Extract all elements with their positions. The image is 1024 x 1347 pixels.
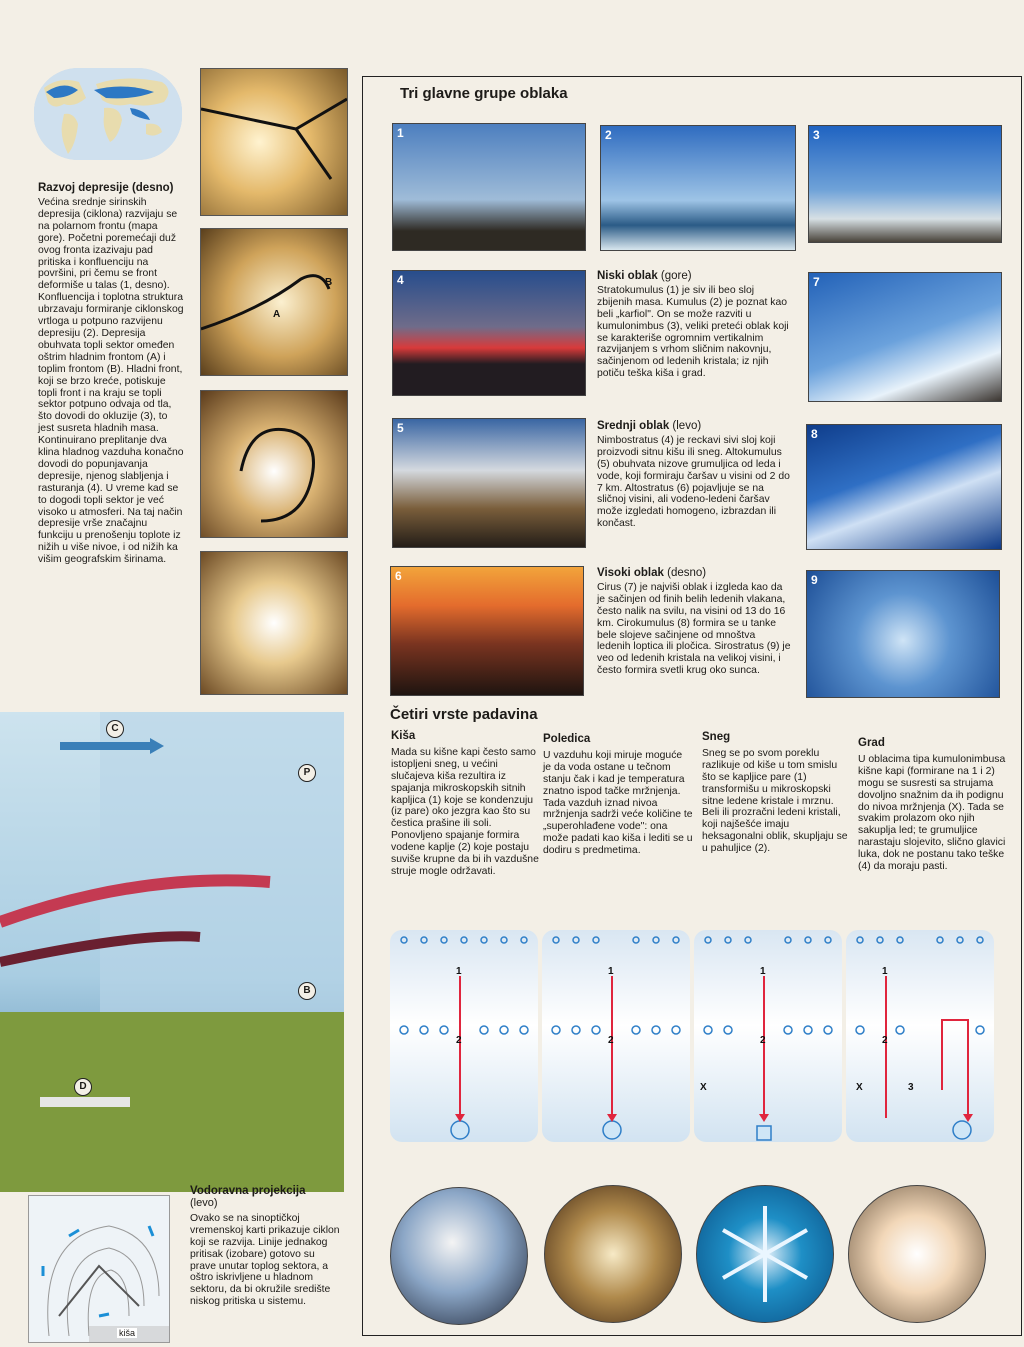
photo-number: 5 [397, 421, 404, 435]
niski-oblak-text [597, 271, 791, 380]
label-b: B [298, 982, 316, 1000]
cloud-photo-7 [808, 272, 1002, 402]
photo-number: 4 [397, 273, 404, 287]
visoki-body: Cirus (7) je najviši oblak i izgleda kao da je sačinjen od finih belih ledenih vlakana, često nalik na svilu, na visini od 13 do 16 km. Cirokumulus (8) formira se u tanke bele slojeve sačinjene od mnoštva ledenih loptica ili pločica. Sirostratus (9) je veo od ledenih kristala na velikoj visini, i često formira svetli krug oko sunca. [597, 581, 791, 677]
cloud-photo-4 [392, 270, 586, 396]
srednji-dir: (levo) [672, 420, 702, 432]
sneg-round-photo [696, 1185, 834, 1323]
snowflake-icon [697, 1186, 833, 1322]
diagram-label-2: 2 [456, 1035, 462, 1046]
cloud-photo-5 [392, 418, 586, 548]
grad-round-photo [848, 1185, 986, 1323]
projekcija-title: Vodoravna projekcija [190, 1185, 306, 1197]
frontal-diagram-graphic [0, 712, 344, 1192]
srednji-body: Nimbostratus (4) je reckavi sivi sloj koji proizvodi sitnu kišu ili sneg. Altokumulus (5) obuhvata nizove grumuljica od leda i vode, koji formiraju čaršav u visini od 2 do 7 km. Altostratus (6) pojavljuje se na sličnoj visini, ali vodeno-ledeni čaršav može izgledati homogeno, izbrazdan ili končast. [597, 434, 790, 530]
grad-title: Grad [858, 737, 885, 749]
cloud-photo-6 [390, 566, 584, 696]
sneg-title: Sneg [702, 731, 731, 743]
diagram-label-x: X [700, 1082, 707, 1093]
grad-text [858, 738, 1008, 873]
poledica-round-photo [544, 1185, 682, 1323]
niski-body: Stratokumulus (1) je siv ili beo sloj zbijenih masa. Kumulus (2) je poznat kao beli „karfiol". On se može razviti u kumulonimbus (3), veliki preteći oblak koji se karakteriše ogromnim vertikalnim razvijanjem s vrhom sličnim nakovnju, sačinjenom od ledenih kristala; iz njih potiču teška kiša i grad. [597, 284, 789, 380]
precipitation-title: Četiri vrste padavina [390, 706, 538, 723]
diagram-label-2: 2 [882, 1035, 888, 1046]
label-p: P [298, 764, 316, 782]
satellite-photo-2 [200, 228, 348, 376]
kisa-body: Mada su kišne kapi često samo istopljeni sneg, u većini slučajeva kiša rezultira iz spajanja mikroskopskih sitnih kapljica (1) koje se kondenzuju (iz pare) oko jezgra kao što su čestica prašine ili soli. Ponovljeno spajanje formira vodene kaplje (2) koje postaju suviše krupne da bi ih vazdušne struje mogle održavati. [391, 746, 539, 877]
projekcija-text-block [190, 1185, 340, 1308]
cloud-photo-3 [808, 125, 1002, 243]
projekcija-subtitle: (levo) [190, 1197, 218, 1209]
droplet-diagram-graphic [542, 930, 690, 1142]
diagram-label-1: 1 [760, 966, 766, 977]
sneg-body: Sneg se po svom poreklu razlikuje od kiše u tom smislu što se kapljice pare (1) transformišu u mikroskopski sitne ledene kristale i mrznu. Beli ili prozračni ledeni kristali, koji najšešće imaju heksagonalni oblik, skupljaju se u pahuljice (2). [702, 747, 848, 855]
poledica-diagram [542, 930, 690, 1142]
frontal-system-3d-diagram [0, 712, 344, 1192]
poledica-title: Poledica [543, 733, 591, 745]
front-line-graphic [201, 229, 347, 375]
visoki-oblak-text [597, 568, 791, 677]
label-d: D [74, 1078, 92, 1096]
diagram-label-1: 1 [882, 966, 888, 977]
satellite-photo-3 [200, 390, 348, 538]
depresija-body: Većina srednje sirinskih depresija (ciklona) razvijaju se na polarnom frontu (mapa gore). Početni poremećaji duž ovog fronta izazivaju pad pritiska i konfluenciju na površini, pri čemu se front deformiše u talas (1, desno). Konfluencija i toplotna struktura ubrzavaju formiranje ciklonskog vrtloga u potpuno razvijenu depresiju (2). Depresija obuhvata topli sektor omeđen oštrim hladnim frontom (A) i toplim frontom (B). Hladni front, koji se brzo kreće, potiskuje topli front i na kraju se topli sektor potpuno odvaja od tla, što dovodi do okluzije (3), to jest susreta hladnih masa. Kontinuirano preplitanje dva klina hladnog vazduha konačno dovodi do popunjavanja depresije, njenog slabljenja i rasturanja (4). U vreme kad se to dogodi topli sektor je već visoko u atmosferi. Na taj način depresije vrše značajnu funkciju u prenošenju toplote iz nižih u više nivoe, i od nižih ka višim geografskim širinama. [38, 197, 184, 566]
kisa-round-photo [390, 1187, 528, 1325]
diagram-label-1: 1 [608, 966, 614, 977]
photo-number: 1 [397, 126, 404, 140]
world-map-graphic [34, 68, 182, 160]
sneg-diagram [694, 930, 842, 1142]
photo-number: 3 [813, 128, 820, 142]
photo-number: 7 [813, 275, 820, 289]
photo-number: 6 [395, 569, 402, 583]
photo-number: 9 [811, 573, 818, 587]
niski-dir: (gore) [660, 270, 692, 282]
photo-number: 8 [811, 427, 818, 441]
visoki-title: Visoki oblak [597, 567, 664, 579]
kisa-title: Kiša [391, 730, 416, 742]
snow-diagram-graphic [694, 930, 842, 1142]
diagram-label-2: 2 [760, 1035, 766, 1046]
projekcija-body: Ovako se na sinoptičkoj vremenskoj karti prikazuje ciklon koji se razvija. Linije jednakog pritisak (izobare) gotovo su prave unutar toplog sektora, a oštro iskrivljene u hladnom sektoru, da bi okružile središte niskog pritiska u sistemu. [190, 1212, 340, 1308]
cloud-photo-2 [600, 125, 796, 251]
srednji-oblak-text [597, 421, 791, 530]
srednji-title: Srednji oblak [597, 420, 670, 432]
front-label-b: B [325, 277, 333, 288]
isobar-graphic [29, 1196, 169, 1342]
label-c: C [106, 720, 124, 738]
droplet-diagram-graphic [390, 930, 538, 1142]
depresija-title: Razvoj depresije (desno) [38, 182, 174, 194]
occlusion-spiral-graphic [201, 391, 347, 537]
poledica-text [543, 734, 693, 857]
world-map-polar-front [34, 68, 182, 160]
grad-body: U oblacima tipa kumulonimbusa kišne kapi (formirane na 1 i 2) mogu se susresti sa strujama dovoljno snažnim da ih podignu do nivoa mržnjenja (X). Tada se svakim prolazom oko njih sakuplja led; te grumuljice narastaju slojevito, slično glavici luka, dok ne postanu tako teške (4) da moraju pasti. [858, 753, 1006, 873]
satellite-photo-1 [200, 68, 348, 216]
diagram-label-3: 3 [908, 1082, 914, 1093]
poledica-body: U vazduhu koji miruje moguće je da voda ostane u tečnom stanju čak i kad je temperatura znatno ispod tačke mržnjenja. Tada vazduh iznad nivoa mržnjenja sadrži veće količine te „superohlađene vode": ona može padati kao kiša i lediti se u dodiru s predmetima. [543, 749, 693, 857]
visoki-dir: (desno) [667, 567, 707, 579]
legend-kisa-label: kiša [119, 1328, 136, 1338]
cloud-photo-9 [806, 570, 1000, 698]
photo-number: 2 [605, 128, 612, 142]
sneg-text [702, 732, 852, 855]
front-line-graphic [201, 69, 347, 215]
grad-diagram [846, 930, 994, 1142]
synoptic-projection-map [28, 1195, 170, 1343]
depresija-text-block [38, 182, 184, 566]
kisa-diagram [390, 930, 538, 1142]
cloud-photo-8 [806, 424, 1002, 550]
cloud-photo-1 [392, 123, 586, 251]
kisa-text [391, 731, 541, 878]
diagram-label-x: X [856, 1082, 863, 1093]
niski-title: Niski oblak [597, 270, 658, 282]
front-label-a: A [273, 309, 281, 320]
satellite-photo-4 [200, 551, 348, 695]
hail-diagram-graphic [846, 930, 994, 1142]
panel-title: Tri glavne grupe oblaka [400, 85, 568, 102]
diagram-label-1: 1 [456, 966, 462, 977]
diagram-label-2: 2 [608, 1035, 614, 1046]
